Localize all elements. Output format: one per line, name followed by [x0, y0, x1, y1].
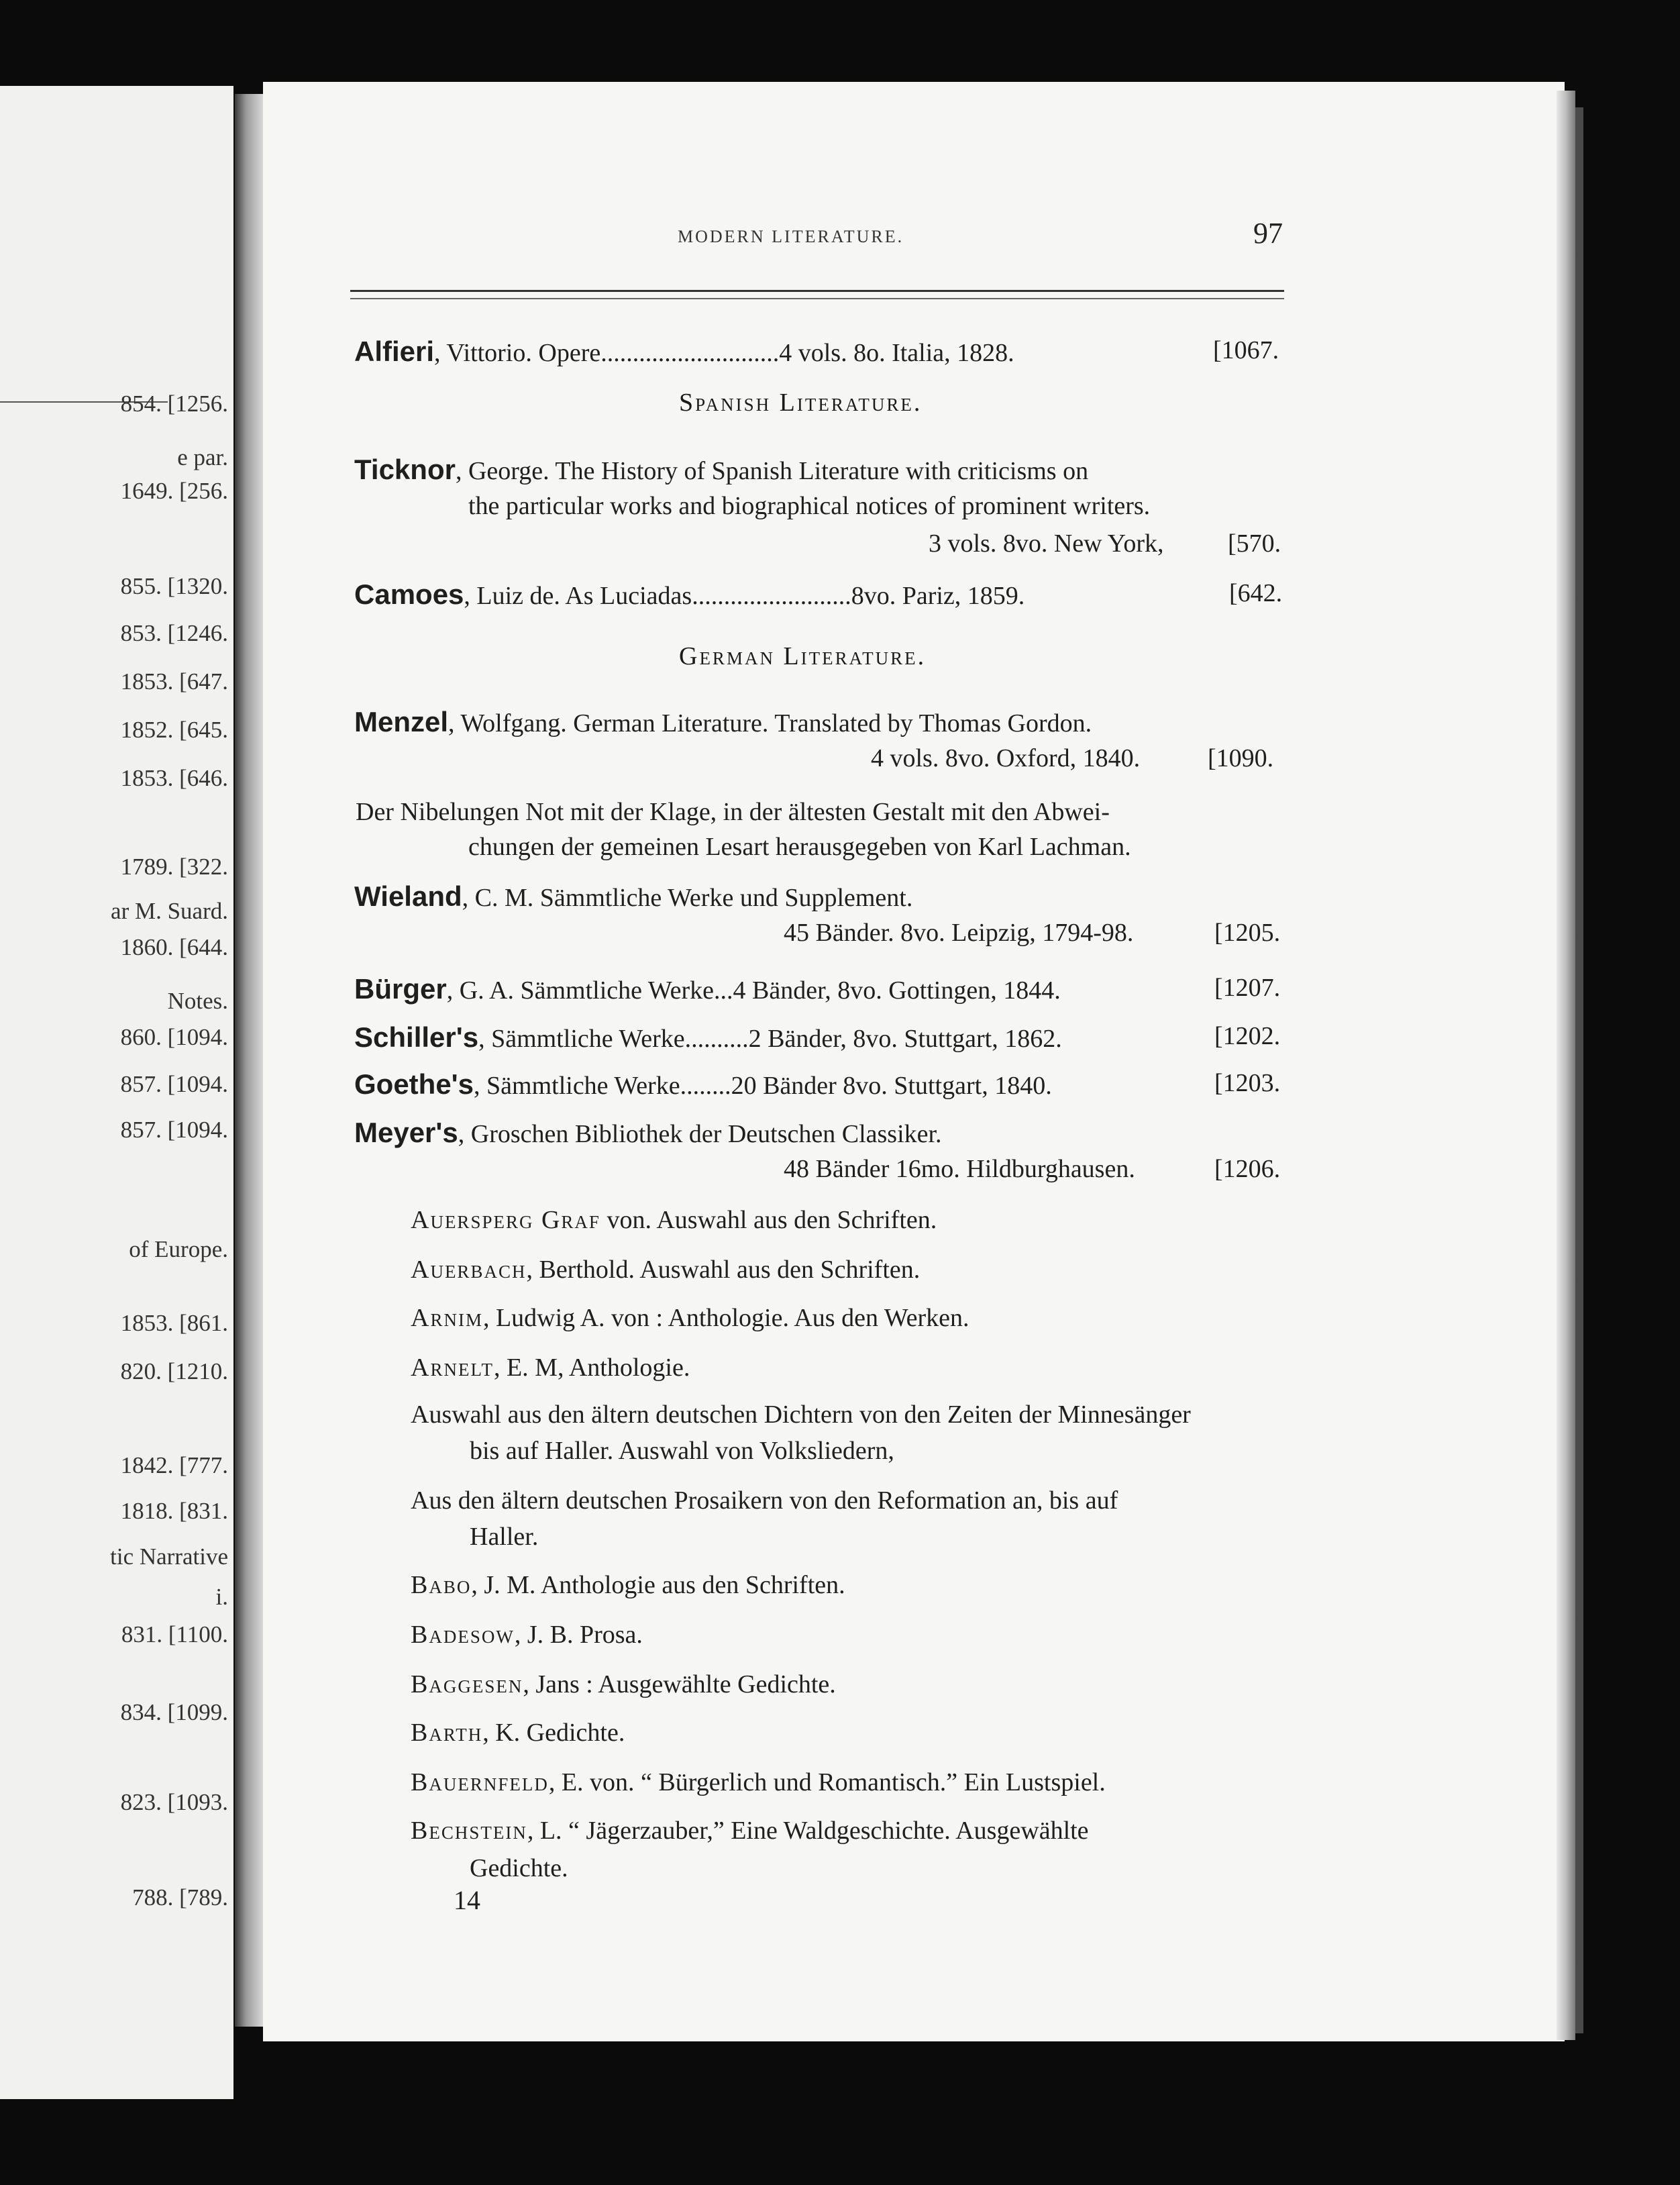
header-rule [350, 290, 1284, 292]
left-page-line: 1789. [322. [120, 854, 228, 880]
sub-entry-author: Bauernfeld [411, 1768, 549, 1796]
sub-entry-author: Arnelt [411, 1354, 494, 1382]
entry-imprint: 3 vols. 8vo. New York, [929, 529, 1164, 558]
left-page-line: 1842. [777. [120, 1452, 228, 1478]
entry-burger [354, 973, 1061, 1005]
entry-author: Camoes [354, 578, 464, 610]
left-page-line: 834. [1099. [120, 1699, 228, 1725]
header-rule-thin [350, 298, 1284, 299]
entry-text: , Sämmtliche Werke..........2 Bänder, 8vo. Stuttgart, 1862. [478, 1025, 1062, 1053]
sub-entry [411, 1768, 1106, 1797]
sub-entry [411, 1670, 836, 1699]
left-page-line: 1649. [256. [120, 478, 228, 504]
left-page-line: 853. [1246. [120, 620, 228, 646]
entry-author: Schiller's [354, 1021, 479, 1053]
sub-entry-text: Haller. [470, 1523, 539, 1551]
sub-entry-text: , Berthold. Auswahl aus den Schriften. [526, 1256, 921, 1284]
sub-entry [470, 1436, 894, 1466]
entry-text: , C. M. Sämmtliche Werke und Supplement. [462, 884, 913, 912]
left-page-line: Notes. [167, 988, 228, 1014]
signature-mark: 14 [454, 1885, 480, 1915]
page-number: 97 [1253, 217, 1283, 250]
sub-entry [470, 1522, 538, 1552]
left-page-line: 860. [1094. [120, 1024, 228, 1050]
sub-entry [411, 1205, 937, 1235]
sub-entry-text: von. Auswahl aus den Schriften. [600, 1206, 937, 1234]
left-page-line: 1818. [831. [120, 1498, 228, 1524]
left-page-line: 788. [789. [132, 1884, 228, 1911]
left-page-line: ar M. Suard. [111, 898, 228, 924]
left-page-line: 820. [1210. [120, 1358, 228, 1384]
sub-entry-text: , L. “ Jägerzauber,” Eine Waldgeschichte. Ausgewählte [527, 1817, 1089, 1845]
left-page-line: tic Narrative [110, 1543, 228, 1570]
sub-entry-text: Aus den ältern deutschen Prosaikern von den Reformation an, bis auf [411, 1486, 1118, 1515]
entry-goethe [354, 1068, 1052, 1101]
entry-ticknor [354, 454, 1088, 486]
sub-entry-text: , Ludwig A. von : Anthologie. Aus den Werken. [482, 1304, 969, 1332]
entry-text: , Groschen Bibliothek der Deutschen Classiker. [458, 1120, 942, 1148]
entry-text-continued: chungen der gemeinen Lesart herausgegeben von Karl Lachman. [468, 833, 1131, 861]
sub-entry [411, 1816, 1089, 1845]
sub-entry [411, 1255, 920, 1284]
sub-entry-author: Arnim [411, 1304, 483, 1332]
sub-entry-text: Auswahl aus den ältern deutschen Dichtern von den Zeiten der Minnesänger [411, 1401, 1191, 1429]
entry-text: , Wolfgang. German Literature. Translated by Thomas Gordon. [448, 709, 1092, 738]
sub-entry-author: Badesow [411, 1621, 515, 1649]
entry-ref: [1067. [1213, 336, 1279, 364]
sub-entry [411, 1303, 969, 1333]
entry-ref: [1207. [1214, 974, 1281, 1002]
sub-entry-text: , E. M, Anthologie. [493, 1354, 690, 1382]
entry-text: , Vittorio. Opere............................4 vols. 8o. Italia, 1828. [434, 339, 1014, 367]
entry-text: , G. A. Sämmtliche Werke...4 Bänder, 8vo. Gottingen, 1844. [446, 976, 1061, 1005]
entry-author: Bürger [354, 973, 447, 1005]
left-page-line: 1852. [645. [120, 717, 228, 743]
sub-entry [411, 1620, 643, 1649]
entry-alfieri [354, 336, 1014, 368]
entry-ref: [1090. [1208, 744, 1274, 772]
sub-entry-text: , K. Gedichte. [482, 1719, 625, 1747]
book-gutter [235, 94, 263, 2027]
entry-ref: [642. [1229, 579, 1283, 607]
entry-text: , George. The History of Spanish Literature with criticisms on [455, 457, 1089, 485]
left-page-line: 855. [1320. [120, 573, 228, 599]
entry-ref: [1202. [1214, 1022, 1281, 1050]
sub-entry [470, 1853, 568, 1883]
sub-entry [411, 1486, 1118, 1515]
entry-author: Menzel [354, 706, 449, 738]
sub-entry [411, 1353, 690, 1382]
sub-entry-text: , E. von. “ Bürgerlich und Romantisch.” Ein Lustspiel. [548, 1768, 1106, 1796]
left-page-line: i. [215, 1584, 228, 1610]
entry-nibelungen: Der Nibelungen Not mit der Klage, in der ältesten Gestalt mit den Abwei- [356, 798, 1110, 826]
sub-entry-author: Baggesen [411, 1670, 523, 1698]
left-page-line: 857. [1094. [120, 1071, 228, 1097]
left-page-line: e par. [177, 444, 228, 470]
left-page-line: 1860. [644. [120, 934, 228, 960]
left-page-line: 1853. [861. [120, 1310, 228, 1336]
entry-text: , Sämmtliche Werke........20 Bänder 8vo. Stuttgart, 1840. [474, 1072, 1052, 1100]
book-page [263, 82, 1565, 2041]
left-page-line: 1853. [647. [120, 668, 228, 695]
sub-entry-author: Bechstein [411, 1817, 527, 1845]
sub-entry-author: Auerbach [411, 1256, 527, 1284]
sub-entry [411, 1400, 1191, 1429]
section-heading-spanish: Spanish Literature. [679, 389, 923, 417]
sub-entry-text: bis auf Haller. Auswahl von Volksliedern, [470, 1437, 894, 1465]
entry-wieland [354, 880, 912, 913]
entry-ref: [570. [1228, 529, 1281, 558]
entry-text-continued: the particular works and biographical notices of prominent writers. [468, 492, 1151, 520]
entry-meyer [354, 1117, 942, 1149]
sub-entry-text: , J. M. Anthologie aus den Schriften. [471, 1571, 845, 1599]
entry-author: Meyer's [354, 1117, 458, 1148]
section-heading-german: German Literature. [679, 642, 927, 670]
left-page-line: 854. [1256. [120, 391, 228, 417]
left-page-line: of Europe. [129, 1236, 228, 1262]
left-facing-page [0, 86, 233, 2099]
entry-camoes [354, 578, 1025, 611]
entry-menzel [354, 706, 1092, 738]
running-head: MODERN LITERATURE. [678, 227, 904, 246]
page-edge-shadow [1575, 107, 1583, 2033]
sub-entry-text: Gedichte. [470, 1854, 568, 1882]
sub-entry [411, 1570, 845, 1600]
left-page-line: 823. [1093. [120, 1789, 228, 1815]
entry-author: Ticknor [354, 454, 456, 485]
entry-imprint: 45 Bänder. 8vo. Leipzig, 1794-98. [784, 919, 1134, 947]
sub-entry-text: , J. B. Prosa. [514, 1621, 643, 1649]
sub-entry [411, 1718, 625, 1747]
page-edge [1557, 91, 1575, 2040]
entry-ref: [1205. [1214, 919, 1281, 947]
entry-author: Alfieri [354, 336, 435, 367]
left-page-line: 857. [1094. [120, 1117, 228, 1143]
entry-imprint: 48 Bänder 16mo. Hildburghausen. [784, 1155, 1135, 1183]
sub-entry-author: Barth [411, 1719, 483, 1747]
sub-entry-text: , Jans : Ausgewählte Gedichte. [523, 1670, 836, 1698]
entry-ref: [1206. [1214, 1155, 1281, 1183]
entry-ref: [1203. [1214, 1069, 1281, 1097]
left-page-line: 831. [1100. [121, 1621, 228, 1647]
entry-author: Wieland [354, 880, 462, 912]
entry-author: Goethe's [354, 1068, 474, 1100]
sub-entry-author: Auersperg Graf [411, 1206, 600, 1234]
left-page-line: 1853. [646. [120, 765, 228, 791]
sub-entry-author: Babo [411, 1571, 472, 1599]
entry-text: , Luiz de. As Luciadas.........................8vo. Pariz, 1859. [464, 582, 1025, 610]
entry-imprint: 4 vols. 8vo. Oxford, 1840. [871, 744, 1141, 772]
entry-schiller [354, 1021, 1062, 1054]
